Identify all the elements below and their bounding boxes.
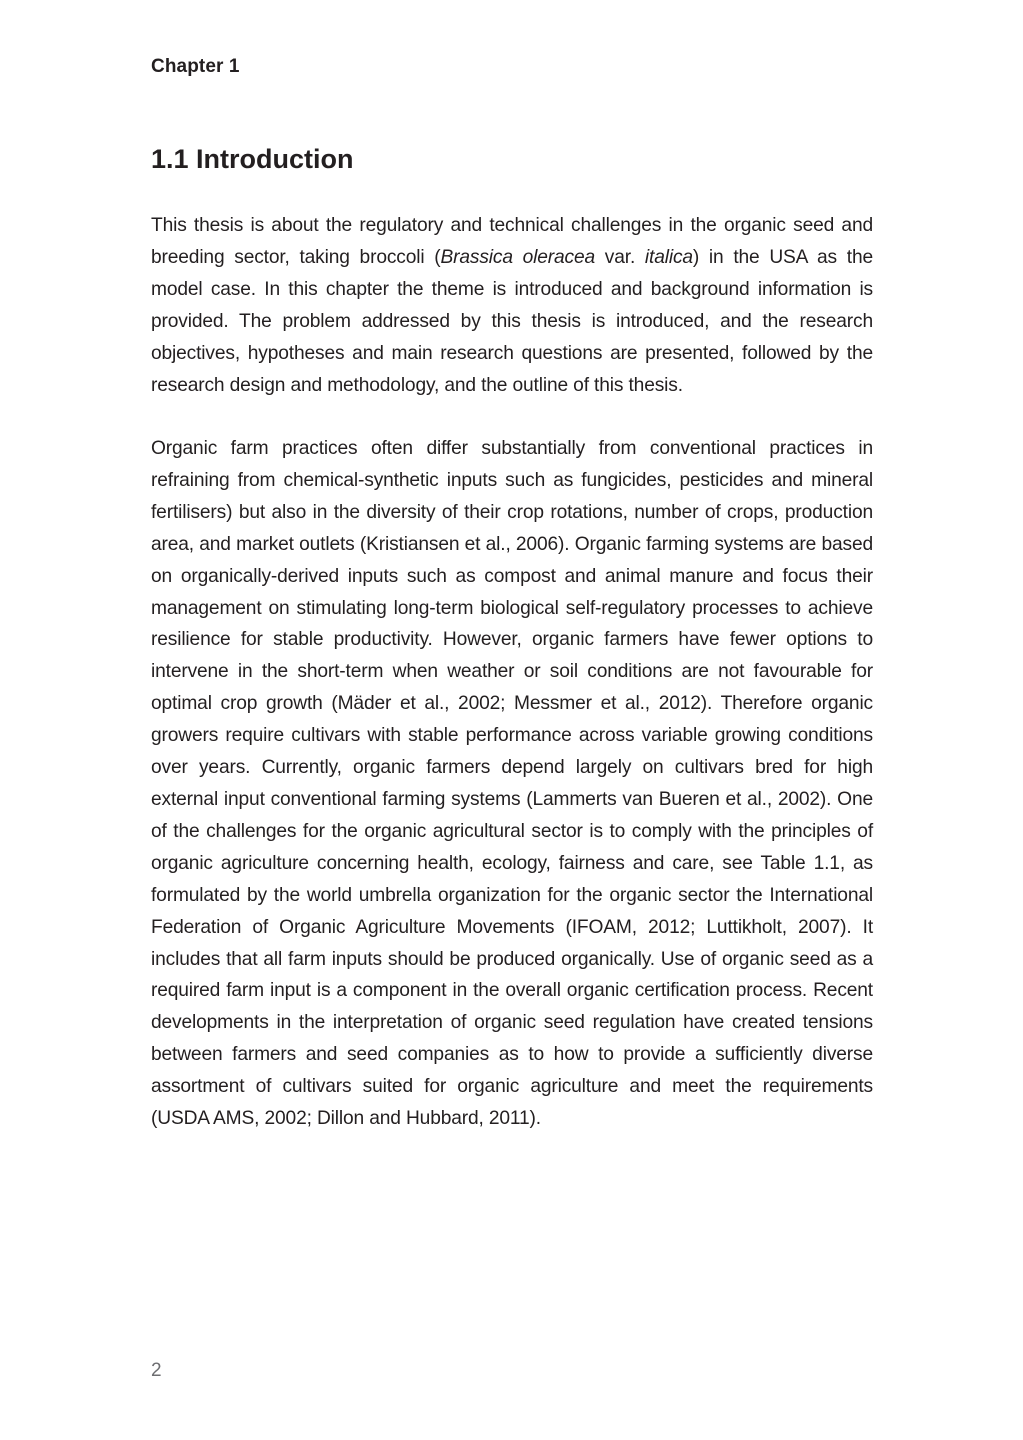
organic-practices-paragraph: Organic farm practices often differ substantially from conventional practices in refraining from chemical-synthetic inputs such as fungicides, pesticides and mineral fertilisers) but also in the diversity of their crop rotations, number of crops, production area, and market outlets (Kristiansen et al., 2006). Organic farming systems are based on organically-derived inputs such as compost and animal manure and focus their management on stimulating long-term biological self-regulatory processes to achieve resilience for stable productivity. However, organic farmers have fewer options to intervene in the short-term when weather or soil conditions are not favourable for optimal crop growth (Mäder et al., 2002; Messmer et al., 2012). Therefore organic growers require cultivars with stable performance across variable growing conditions over years. Currently, organic farmers depend largely on cultivars bred for high external input conventional farming systems (Lammerts van Bueren et al., 2002). One of the challenges for the organic agricultural sector is to comply with the principles of organic agriculture concerning health, ecology, fairness and care, see Table 1.1, as formulated by the world umbrella organization for the organic sector the International Federation of Organic Agriculture Movements (IFOAM, 2012; Luttikholt, 2007). It includes that all farm inputs should be produced organically. Use of organic seed as a required farm input is a component in the overall organic certification process. Recent developments in the interpretation of organic seed regulation have created tensions between farmers and seed companies as to how to provide a sufficiently diverse assortment of cultivars suited for organic agriculture and meet the requirements (USDA AMS, 2002; Dillon and Hubbard, 2011).: [151, 438, 873, 1130]
section-heading: 1.1 Introduction: [151, 144, 354, 174]
intro-text-c: ) in the USA as the model case. In this chapter the theme is introduced and background information is provided. The problem addressed by this thesis is introduced, and the research objectives, hypotheses and main research questions are presented, followed by the research design and methodology, and the outline of this thesis.: [151, 246, 873, 396]
intro-text-b: var.: [595, 246, 645, 268]
intro-text-a: This thesis is about the regulatory and technical challenges in the organic seed and breeding sector, taking broccoli (: [151, 215, 873, 268]
intro-paragraph: [151, 210, 873, 401]
page-number: 2: [151, 1360, 162, 1381]
chapter-label: Chapter 1: [151, 56, 240, 77]
species-name: Brassica oleracea: [440, 246, 596, 268]
variety-name: italica: [644, 246, 693, 268]
